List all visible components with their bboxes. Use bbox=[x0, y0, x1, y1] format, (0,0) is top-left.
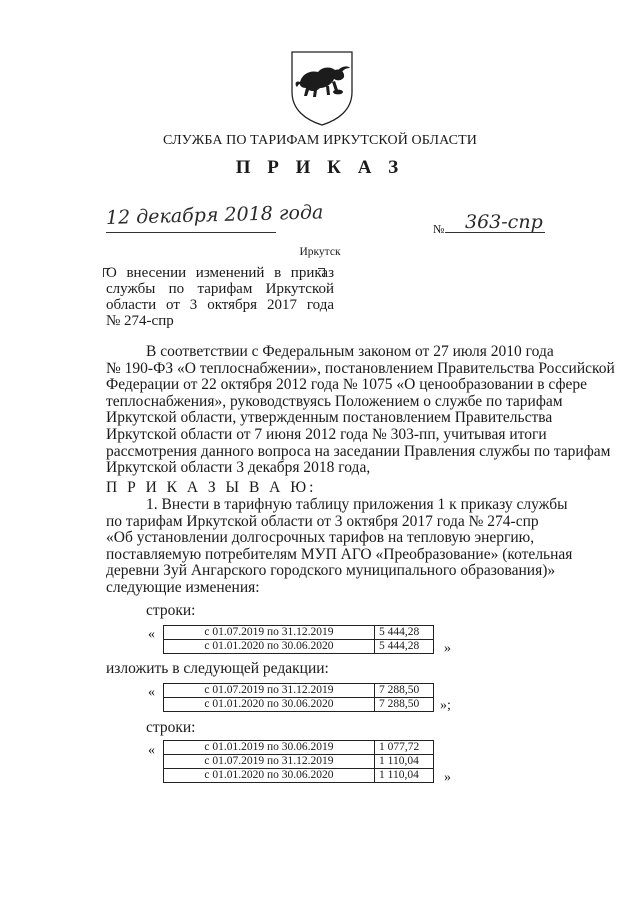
value-cell: 1 077,72 bbox=[375, 741, 434, 755]
label-lines-1: строки: bbox=[146, 602, 196, 619]
close-quote-semicolon-2: »; bbox=[440, 698, 451, 713]
open-quote-3: « bbox=[148, 743, 155, 758]
period-cell: с 01.01.2020 по 30.06.2020 bbox=[164, 769, 375, 783]
number-underline bbox=[445, 232, 545, 233]
period-cell: с 01.01.2020 по 30.06.2020 bbox=[164, 640, 375, 654]
tariff-table-2 bbox=[163, 683, 434, 712]
value-cell: 1 110,04 bbox=[375, 769, 434, 783]
table-row bbox=[164, 741, 434, 755]
item-1-line: «Об установлении долгосрочных тарифов на тепловую энергию, bbox=[106, 529, 535, 547]
period-cell: с 01.01.2020 по 30.06.2020 bbox=[164, 698, 375, 712]
table-row bbox=[164, 640, 434, 654]
preamble-line: теплоснабжения», руководствуясь Положением о службе по тарифам bbox=[106, 392, 563, 410]
value-cell: 7 288,50 bbox=[375, 684, 434, 698]
table-row bbox=[164, 755, 434, 769]
preamble-paragraph bbox=[106, 343, 615, 477]
document-title: П Р И К А З bbox=[235, 157, 405, 178]
preamble-line: Федерации от 22 октября 2012 года № 1075 «О ценообразовании в сфере bbox=[106, 376, 588, 394]
handwritten-number: 363-спр bbox=[465, 211, 543, 233]
tariff-table-1 bbox=[163, 625, 434, 654]
coat-of-arms-emblem bbox=[288, 48, 356, 128]
period-cell: с 01.07.2019 по 31.12.2019 bbox=[164, 755, 375, 769]
number-sign: № bbox=[433, 222, 445, 236]
item-1-line: деревни Зуй Ангарского городского муниципального образования)» bbox=[106, 562, 556, 580]
close-quote-1: » bbox=[444, 641, 451, 656]
label-lines-2: строки: bbox=[146, 719, 196, 736]
tariff-table-3 bbox=[163, 740, 434, 783]
preamble-line: Иркутской области от 7 июня 2012 года № 303-пп, учитывая итоги bbox=[106, 425, 547, 443]
item-1-line: поставляемую потребителям МУП АГО «Преобразование» (котельная bbox=[106, 545, 573, 563]
item-1-line: следующие изменения: bbox=[106, 578, 260, 596]
subject-line: № 274-спр bbox=[106, 313, 174, 329]
close-quote-3: » bbox=[444, 770, 451, 785]
table-row bbox=[164, 698, 434, 712]
subject-block bbox=[106, 265, 334, 329]
period-cell: с 01.01.2019 по 30.06.2019 bbox=[164, 741, 375, 755]
table-row bbox=[164, 684, 434, 698]
item-1-line: по тарифам Иркутской области от 3 октября 2017 года № 274-спр bbox=[106, 512, 539, 530]
period-cell: с 01.07.2019 по 31.12.2019 bbox=[164, 684, 375, 698]
date-underline bbox=[106, 232, 276, 233]
city-name: Иркутск bbox=[299, 246, 341, 258]
subject-line: службы по тарифам Иркутской bbox=[106, 281, 334, 297]
value-cell: 1 110,04 bbox=[375, 755, 434, 769]
value-cell: 7 288,50 bbox=[375, 698, 434, 712]
subject-line: О внесении изменений в приказ bbox=[106, 265, 334, 281]
item-1-paragraph bbox=[106, 496, 573, 597]
period-cell: с 01.07.2019 по 31.12.2019 bbox=[164, 626, 375, 640]
table-row bbox=[164, 769, 434, 783]
preamble-line: № 190-ФЗ «О теплоснабжении», постановлением Правительства Российской bbox=[106, 359, 615, 377]
preamble-line: рассмотрения данного вопроса на заседании Правления службы по тарифам bbox=[106, 442, 611, 460]
table-row bbox=[164, 626, 434, 640]
value-cell: 5 444,28 bbox=[375, 640, 434, 654]
item-1-line: 1. Внести в тарифную таблицу приложения 1 к приказу службы bbox=[146, 496, 568, 513]
preamble-line: В соответствии с Федеральным законом от 27 июля 2010 года bbox=[146, 343, 554, 360]
open-quote-1: « bbox=[148, 627, 155, 642]
preamble-line: Иркутской области 3 декабря 2018 года, bbox=[106, 459, 371, 477]
order-heading: П Р И К А З Ы В А Ю: bbox=[106, 479, 317, 496]
open-quote-2: « bbox=[148, 685, 155, 700]
handwritten-date: 12 декабря 2018 года bbox=[105, 201, 324, 229]
preamble-line: Иркутской области, утвержденным постановлением Правительства bbox=[106, 409, 553, 427]
subject-line: области от 3 октября 2017 года bbox=[106, 297, 334, 313]
value-cell: 5 444,28 bbox=[375, 626, 434, 640]
agency-name: СЛУЖБА ПО ТАРИФАМ ИРКУТСКОЙ ОБЛАСТИ bbox=[163, 133, 477, 148]
label-new-edition: изложить в следующей редакции: bbox=[106, 660, 329, 677]
